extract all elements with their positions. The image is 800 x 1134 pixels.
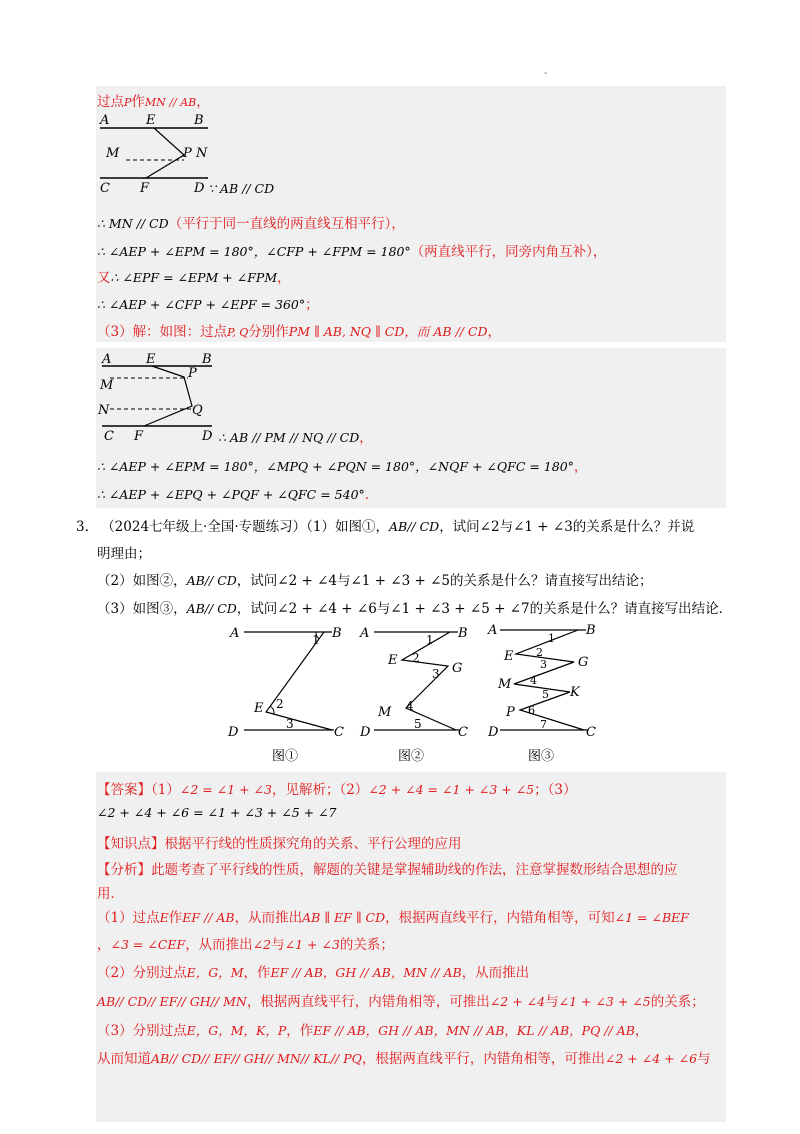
line-part3-construct: （3）解：如图：过点P, Q分别作PM ∥ AB, NQ ∥ CD，而 AB // CD， — [97, 324, 502, 340]
analysis-line-2: 用． — [97, 886, 124, 902]
f3-caption: 图③ — [528, 749, 555, 764]
fig1-label-c: C — [100, 181, 110, 196]
f3-angle-6: 6 — [528, 704, 535, 717]
fig1-label-e: E — [146, 113, 156, 128]
f2-label-m: M — [378, 705, 392, 720]
solution-3-line-1: （3）分别过点E，G，M，K，P，作EF // AB，GH // AB，MN // AB，KL // AB，PQ // AB， — [97, 1023, 649, 1039]
f3-label-p: P — [506, 705, 515, 720]
fig1-label-b: B — [194, 113, 204, 128]
question-3-line-1: 3. （2024七年级上·全国·专题练习）（1）如图①，AB// CD，试问∠2与∠1 + ∠3的关系是什么？并说 — [76, 519, 695, 535]
fig2-label-m: M — [100, 378, 114, 393]
f1-label-a: A — [230, 626, 240, 641]
figure-3 — [484, 620, 614, 765]
fig2-label-f: F — [134, 429, 144, 442]
f3-angle-5: 5 — [542, 688, 549, 701]
figure-parallel-pq — [96, 350, 218, 442]
fig1-label-a: A — [100, 113, 110, 128]
f3-label-d: D — [488, 725, 499, 740]
f3-label-e: E — [504, 649, 514, 664]
f3-label-c: C — [586, 725, 596, 740]
question-3-part-2: （2）如图②，AB// CD，试问∠2 + ∠4与∠1 + ∠3 + ∠5的关系是什么？请直接写出结论； — [97, 573, 653, 589]
fig2-label-n: N — [98, 403, 110, 418]
solution-1-line-1: （1）过点E作EF // AB，从而推出AB ∥ EF ∥ CD，根据两直线平行，内错角相等，可知∠1 = ∠BEF — [97, 910, 689, 926]
f3-angle-2: 2 — [536, 646, 543, 659]
line-three-180: ∴ ∠AEP + ∠EPM = 180°，∠MPQ + ∠PQN = 180°，∠NQF + ∠QFC = 180°， — [97, 459, 588, 475]
fig2-label-d: D — [202, 429, 213, 442]
f2-label-c: C — [458, 725, 468, 740]
f2-angle-2: 2 — [412, 651, 420, 665]
f1-angle-2: 2 — [276, 697, 284, 711]
f2-label-g: G — [452, 661, 463, 676]
fig1-label-f: F — [140, 181, 150, 196]
f3-angle-1: 1 — [548, 632, 555, 645]
f3-angle-3: 3 — [540, 658, 547, 671]
f2-label-a: A — [360, 626, 370, 641]
fig1-label-d: D — [194, 181, 205, 196]
f2-label-b: B — [458, 626, 468, 641]
line-epf: 又∴ ∠EPF = ∠EPM + ∠FPM， — [97, 270, 291, 286]
f2-angle-4: 4 — [406, 699, 414, 713]
f1-label-b: B — [332, 626, 342, 641]
f3-label-m: M — [498, 677, 512, 692]
question-3-part-3: （3）如图③，AB// CD，试问∠2 + ∠4 + ∠6与∠1 + ∠3 + ∠5 + ∠7的关系是什么？请直接写出结论． — [97, 601, 733, 617]
f3-angle-4: 4 — [530, 674, 537, 687]
fig2-label-a: A — [102, 352, 112, 367]
solution-2-line-1: （2）分别过点E，G，M，作EF // AB，GH // AB，MN // AB，从而推出 — [97, 965, 530, 981]
line-construct-mn: 过点P作MN // AB， — [97, 94, 210, 110]
fig2-label-q: Q — [192, 403, 203, 418]
solution-3-line-2: 从而知道AB// CD// EF// GH// MN// KL// PQ，根据两直线平行，内错角相等，可推出∠2 + ∠4 + ∠6与 — [97, 1051, 711, 1067]
f3-label-k: K — [570, 685, 580, 700]
fig2-label-e: E — [146, 352, 156, 367]
f3-label-g: G — [578, 655, 589, 670]
line-ab-cd: ∵ AB // CD — [208, 181, 275, 196]
f2-angle-5: 5 — [414, 717, 422, 731]
f1-caption: 图① — [272, 749, 299, 764]
f2-angle-1: 1 — [426, 633, 434, 647]
knowledge-point: 【知识点】根据平行线的性质探究角的关系、平行公理的应用 — [97, 836, 462, 852]
fig1-label-m: M — [106, 146, 120, 161]
figure-1 — [224, 620, 354, 765]
fig2-label-p: P — [188, 366, 197, 381]
top-mark: - — [544, 68, 548, 79]
f3-label-a: A — [488, 623, 498, 638]
fig2-label-b: B — [202, 352, 212, 367]
figure-2 — [356, 620, 486, 765]
f1-label-c: C — [334, 725, 344, 740]
line-360: ∴ ∠AEP + ∠CFP + ∠EPF = 360°； — [97, 297, 319, 313]
f2-caption: 图② — [398, 749, 425, 764]
question-number: 3. — [76, 519, 89, 535]
question-3-line-2: 明理由； — [97, 546, 151, 562]
f3-label-b: B — [586, 623, 596, 638]
line-angle-sum-180: ∴ ∠AEP + ∠EPM = 180°，∠CFP + ∠FPM = 180°（两直线平行，同旁内角互补）， — [97, 244, 607, 260]
fig2-label-c: C — [104, 429, 114, 442]
fig1-label-p: P — [183, 146, 192, 161]
f3-angle-7: 7 — [540, 718, 547, 731]
figure-parallel-mn — [96, 108, 212, 196]
f2-angle-3: 3 — [432, 667, 440, 681]
solution-1-line-2: ，∠3 = ∠CEF，从而推出∠2与∠1 + ∠3的关系； — [97, 937, 394, 953]
f2-label-d: D — [360, 725, 371, 740]
answer-line-2: ∠2 + ∠4 + ∠6 = ∠1 + ∠3 + ∠5 + ∠7 — [97, 805, 337, 820]
analysis-line-1: 【分析】此题考查了平行线的性质，解题的关键是掌握辅助线的作法，注意掌握数形结合思想的应 — [97, 862, 678, 878]
answer-line-1: 【答案】（1）∠2 = ∠1 + ∠3，见解析；（2）∠2 + ∠4 = ∠1 + ∠3 + ∠5；（3） — [97, 782, 577, 798]
line-mn-cd: ∴ MN // CD（平行于同一直线的两直线互相平行）， — [97, 216, 405, 232]
f1-angle-3: 3 — [286, 717, 294, 731]
line-540: ∴ ∠AEP + ∠EPQ + ∠PQF + ∠QFC = 540°． — [97, 487, 379, 503]
f1-angle-1: 1 — [312, 633, 320, 647]
solution-2-line-2: AB// CD// EF// GH// MN，根据两直线平行，内错角相等，可推出∠2 + ∠4与∠1 + ∠3 + ∠5的关系； — [97, 994, 705, 1010]
fig1-label-n: N — [196, 146, 208, 161]
line-all-parallel: ∴ AB // PM // NQ // CD， — [218, 430, 373, 446]
f1-label-d: D — [228, 725, 239, 740]
f2-label-e: E — [388, 653, 398, 668]
f1-label-e: E — [254, 701, 264, 716]
